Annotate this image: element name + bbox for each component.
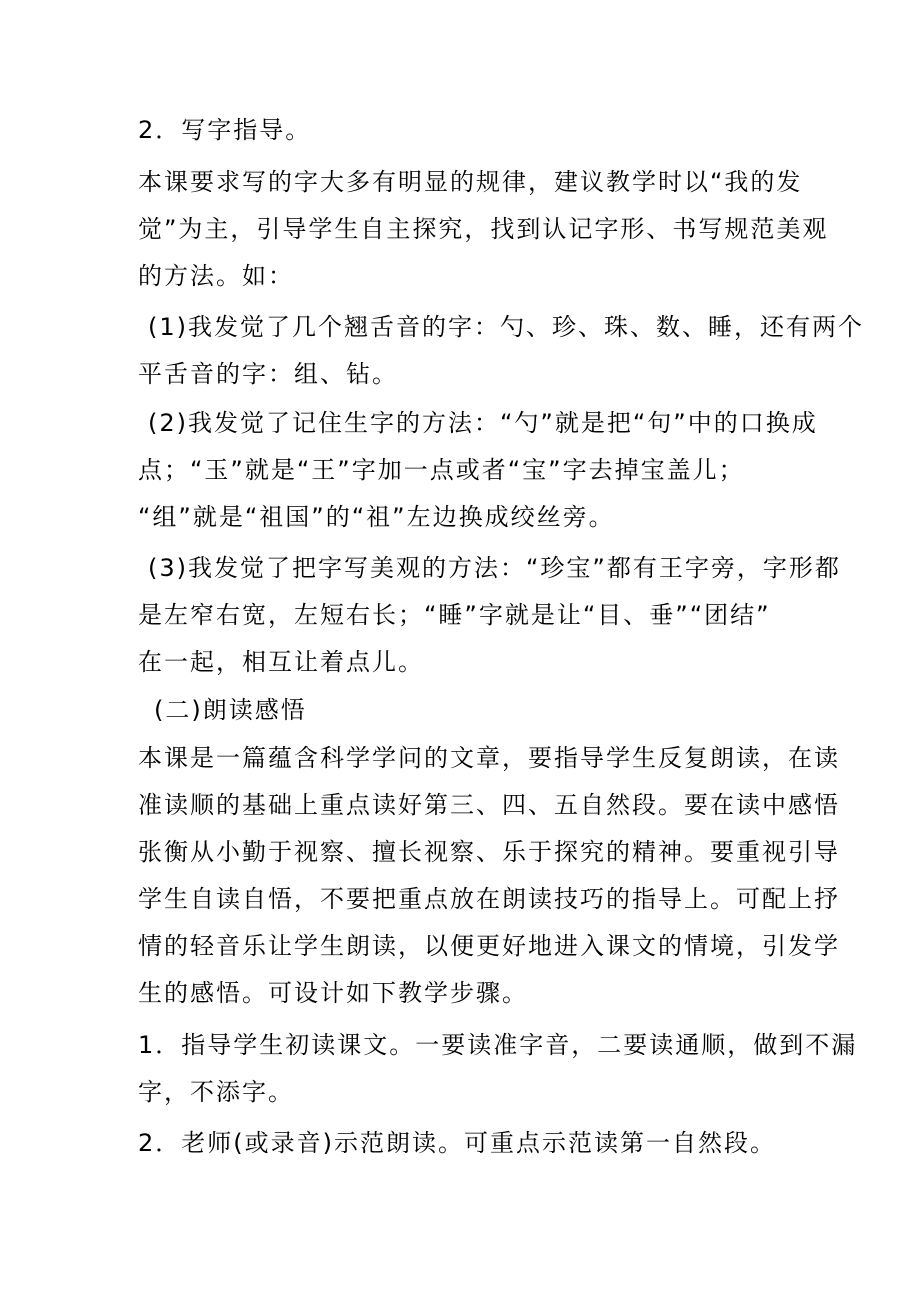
list-item-2-line: “组”就是“祖国”的“祖”左边换成绞丝旁。 <box>138 503 615 531</box>
paragraph-line: 的方法。如： <box>138 262 294 290</box>
step-2-line: 2．老师(或录音)示范朗读。可重点示范读第一自然段。 <box>138 1129 776 1157</box>
list-item-3-line: (3)我发觉了把字写美观的方法：“珍宝”都有王字旁，字形都 <box>148 554 841 582</box>
list-item-3-line: 是左窄右宽，左短右长；“睡”字就是让“目、垂”“团结” <box>138 601 771 629</box>
list-item-1-line: 平舌音的字：组、钻。 <box>138 360 398 388</box>
paragraph-line: 本课要求写的字大多有明显的规律，建议教学时以“我的发 <box>138 168 803 196</box>
paragraph-line: 张衡从小勤于视察、擅长视察、乐于探究的精神。要重视引导 <box>138 838 840 866</box>
list-item-2-line: 点；“玉”就是“王”字加一点或者“宝”字去掉宝盖儿； <box>138 456 745 484</box>
paragraph-line: 准读顺的基础上重点读好第三、四、五自然段。要在读中感悟 <box>138 791 840 819</box>
paragraph-line: 学生自读自悟，不要把重点放在朗读技巧的指导上。可配上抒 <box>138 885 840 913</box>
paragraph-line: 觉”为主，引导学生自主探究，找到认记字形、书写规范美观 <box>138 215 829 243</box>
paragraph-line: 情的轻音乐让学生朗读，以便更好地进入课文的情境，引发学 <box>138 932 840 960</box>
list-item-3-line: 在一起，相互让着点儿。 <box>138 648 424 676</box>
section-heading-reading: (二)朗读感悟 <box>154 696 307 724</box>
list-item-2-line: (2)我发觉了记住生字的方法：“勺”就是把“句”中的口换成 <box>148 409 818 437</box>
step-1-line: 1．指导学生初读课文。一要读准字音，二要读通顺，做到不漏 <box>138 1031 858 1059</box>
section-heading-writing: 2．写字指导。 <box>138 116 312 144</box>
paragraph-line: 生的感悟。可设计如下教学步骤。 <box>138 979 528 1007</box>
step-1-line: 字，不添字。 <box>138 1078 294 1106</box>
list-item-1-line: (1)我发觉了几个翘舌音的字：勺、珍、珠、数、睡，还有两个 <box>148 313 864 341</box>
paragraph-line: 本课是一篇蕴含科学学问的文章，要指导学生反复朗读，在读 <box>138 744 840 772</box>
